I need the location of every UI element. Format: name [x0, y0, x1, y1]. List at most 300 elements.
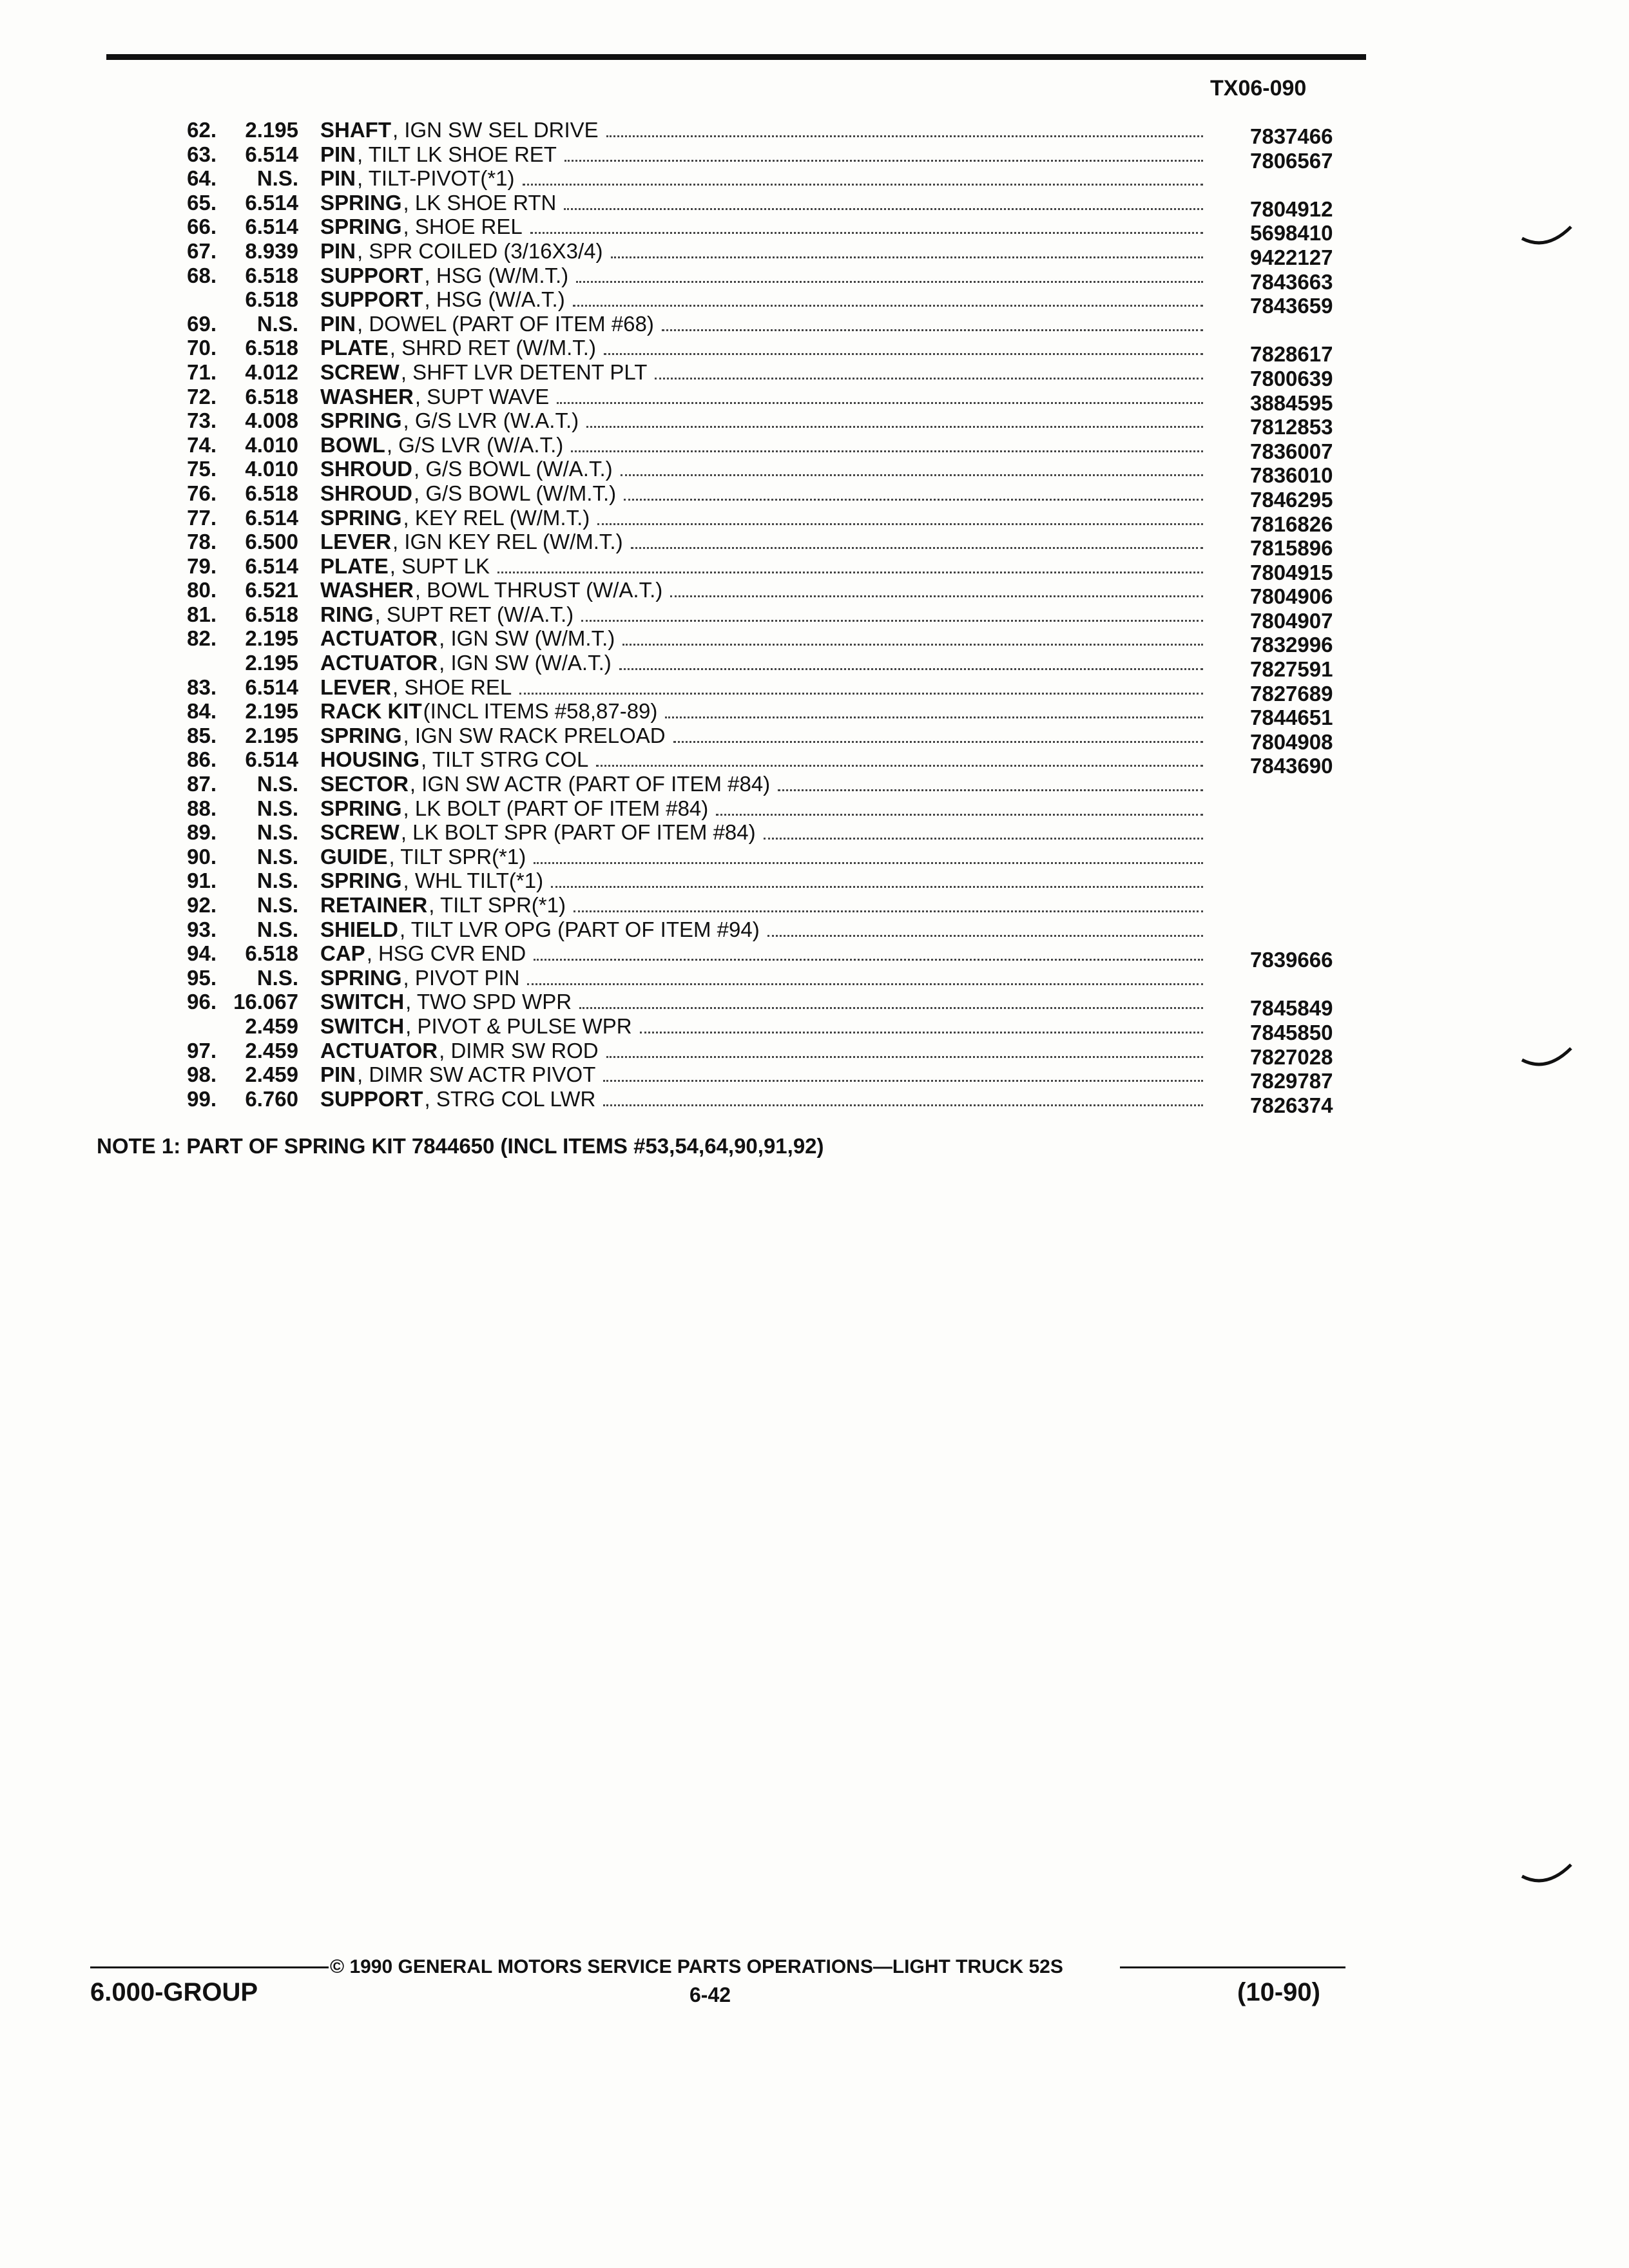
item-number: 83.: [187, 675, 217, 699]
part-description: [320, 457, 1210, 481]
group-number: N.S.: [256, 796, 298, 820]
part-detail: , IGN SW (W/M.T.): [439, 626, 615, 651]
group-number: 6.518: [245, 336, 298, 360]
part-name: SPRING: [320, 215, 402, 239]
part-name: SPRING: [320, 190, 402, 215]
part-detail: , HSG (W/M.T.): [424, 263, 569, 287]
part-number: 7836007: [1250, 439, 1333, 463]
part-row: [0, 869, 1629, 893]
part-description: [320, 578, 1210, 602]
part-detail: , PIVOT PIN: [403, 965, 520, 990]
item-number: 68.: [187, 263, 217, 287]
part-number: 7827689: [1250, 681, 1333, 706]
part-number: 7828617: [1250, 342, 1333, 367]
part-row: [0, 966, 1629, 990]
group-number: N.S.: [256, 869, 298, 893]
part-detail: , DIMR SW ACTR PIVOT: [357, 1062, 596, 1087]
item-number: 74.: [187, 432, 217, 457]
part-description: [320, 287, 1210, 312]
part-row: [0, 1038, 1629, 1069]
item-number: 76.: [187, 481, 217, 505]
dot-leader: [611, 241, 1204, 258]
part-detail: , SUPT LK: [389, 553, 490, 578]
dot-leader: [631, 532, 1203, 549]
part-description: [320, 1087, 1210, 1111]
part-row: [0, 1014, 1629, 1044]
part-detail: , HSG CVR END: [366, 941, 526, 966]
group-number: 6.514: [245, 215, 298, 239]
dot-leader: [716, 798, 1203, 816]
dot-leader: [571, 435, 1203, 452]
group-number: 6.514: [245, 747, 298, 772]
part-description: [320, 675, 1210, 700]
group-number: N.S.: [256, 311, 298, 336]
part-detail: , G/S BOWL (W/A.T.): [414, 457, 613, 481]
part-description: [320, 626, 1210, 651]
part-detail: , IGN SW ACTR (PART OF ITEM #84): [409, 772, 771, 796]
part-number: 7843659: [1250, 294, 1333, 318]
item-number: 88.: [187, 796, 217, 820]
group-number: 6.514: [245, 190, 298, 215]
part-number: 7815896: [1250, 536, 1333, 561]
part-number: 7839666: [1250, 948, 1333, 972]
part-name: SPRING: [320, 796, 402, 820]
part-name: SHROUD: [320, 457, 413, 481]
part-detail: , PIVOT & PULSE WPR: [405, 1014, 632, 1038]
footnote: NOTE 1: PART OF SPRING KIT 7844650 (INCL ITEMS #53,54,64,90,91,92): [97, 1134, 824, 1158]
item-number: 63.: [187, 142, 217, 166]
group-number: 6.518: [245, 263, 298, 287]
part-row: [0, 360, 1629, 390]
dot-leader: [581, 604, 1203, 622]
part-row: [0, 166, 1629, 191]
item-number: 81.: [187, 602, 217, 626]
part-row: [0, 941, 1629, 972]
group-number: 6.518: [245, 384, 298, 408]
group-number: 6.518: [245, 287, 298, 312]
part-name: PIN: [320, 166, 356, 191]
item-number: 90.: [187, 844, 217, 869]
dot-leader: [606, 120, 1203, 137]
part-detail: , LK BOLT (PART OF ITEM #84): [403, 796, 709, 820]
dot-leader: [764, 822, 1203, 840]
part-row: [0, 651, 1629, 682]
part-name: SPRING: [320, 965, 402, 990]
part-name: PLATE: [320, 336, 389, 360]
part-description: [320, 820, 1210, 845]
dot-leader: [564, 193, 1203, 210]
group-number: 4.008: [245, 408, 298, 433]
dot-leader: [573, 289, 1203, 307]
part-number: 7843690: [1250, 754, 1333, 778]
part-detail: , SPR COILED (3/16X3/4): [357, 238, 603, 263]
group-number: 6.518: [245, 602, 298, 626]
part-name: SUPPORT: [320, 287, 423, 312]
part-row: [0, 238, 1629, 269]
part-detail: , DIMR SW ROD: [439, 1038, 599, 1062]
part-detail: , TILT LK SHOE RET: [357, 142, 557, 166]
dot-leader: [579, 992, 1203, 1009]
part-row: [0, 699, 1629, 730]
group-number: 2.195: [245, 651, 298, 675]
part-row: [0, 505, 1629, 536]
group-number: N.S.: [256, 820, 298, 845]
part-name: SWITCH: [320, 990, 405, 1014]
dot-leader: [497, 556, 1203, 573]
item-number: 99.: [187, 1086, 217, 1111]
part-number: 7804906: [1250, 584, 1333, 609]
copyright-line: © 1990 GENERAL MOTORS SERVICE PARTS OPERATIONS—LIGHT TRUCK 52S: [330, 1956, 1063, 1977]
group-number: 2.195: [245, 626, 298, 651]
part-description: [320, 408, 1210, 433]
item-number: 91.: [187, 869, 217, 893]
part-description: [320, 893, 1210, 918]
part-description: [320, 118, 1210, 142]
part-detail: , LK BOLT SPR (PART OF ITEM #84): [400, 820, 756, 845]
document-code: TX06-090: [1210, 76, 1307, 101]
part-description: [320, 941, 1210, 966]
part-name: SUPPORT: [320, 1086, 423, 1111]
item-number: 84.: [187, 699, 217, 724]
part-number: 7829787: [1250, 1069, 1333, 1093]
part-row: [0, 408, 1629, 439]
group-number: N.S.: [256, 893, 298, 917]
revision-date: (10-90): [1237, 1978, 1320, 2006]
item-number: 97.: [187, 1038, 217, 1062]
group-number: N.S.: [256, 917, 298, 941]
part-detail: , SHRD RET (W/M.T.): [389, 336, 596, 360]
part-row: [0, 796, 1629, 821]
part-name: SHIELD: [320, 917, 399, 941]
part-name: SPRING: [320, 723, 402, 747]
part-description: [320, 1039, 1210, 1063]
dot-leader: [662, 314, 1203, 331]
group-number: 6.518: [245, 481, 298, 505]
item-number: 75.: [187, 457, 217, 481]
part-name: GUIDE: [320, 844, 388, 869]
part-detail: , SUPT RET (W/A.T.): [374, 602, 574, 626]
part-name: PIN: [320, 238, 356, 263]
part-detail: , TILT-PIVOT(*1): [357, 166, 515, 191]
group-number: N.S.: [256, 844, 298, 869]
part-description: [320, 845, 1210, 869]
dot-leader: [604, 338, 1203, 355]
part-detail: , BOWL THRUST (W/A.T.): [414, 578, 663, 602]
item-number: 78.: [187, 530, 217, 554]
part-detail: , IGN SW SEL DRIVE: [392, 118, 599, 142]
item-number: 89.: [187, 820, 217, 845]
part-name: LEVER: [320, 675, 392, 699]
part-name: SECTOR: [320, 772, 409, 796]
part-detail: , IGN SW RACK PRELOAD: [403, 723, 666, 747]
part-row: [0, 1062, 1629, 1093]
part-number: 7816826: [1250, 512, 1333, 536]
part-name: SPRING: [320, 505, 402, 530]
part-row: [0, 845, 1629, 869]
part-detail: , TILT SPR(*1): [389, 844, 526, 869]
punch-hole-mark-icon: [1521, 1863, 1572, 1885]
part-detail: , IGN SW (W/A.T.): [439, 651, 612, 675]
part-description: [320, 747, 1210, 772]
part-description: [320, 699, 1210, 724]
part-description: [320, 385, 1210, 409]
part-name: SPRING: [320, 869, 402, 893]
dot-leader: [530, 216, 1203, 234]
group-number: 6.514: [245, 142, 298, 166]
part-row: [0, 142, 1629, 173]
part-row: [0, 312, 1629, 336]
dot-leader: [527, 968, 1203, 985]
footer-rule-left: [90, 1966, 329, 1968]
item-number: 94.: [187, 941, 217, 966]
item-number: 65.: [187, 190, 217, 215]
group-number: 4.010: [245, 432, 298, 457]
part-name: PLATE: [320, 553, 389, 578]
part-row: [0, 215, 1629, 245]
item-number: 82.: [187, 626, 217, 651]
part-detail: , STRG COL LWR: [424, 1086, 596, 1111]
part-detail: , SHOE REL: [392, 675, 512, 699]
dot-leader: [576, 265, 1203, 283]
part-description: [320, 360, 1210, 385]
part-name: LEVER: [320, 530, 392, 554]
part-detail: , LK SHOE RTN: [403, 190, 557, 215]
dot-leader: [640, 1016, 1203, 1033]
item-number: 67.: [187, 238, 217, 263]
group-number: 16.067: [233, 990, 298, 1014]
part-number: 7846295: [1250, 487, 1333, 512]
item-number: 71.: [187, 360, 217, 384]
part-description: [320, 869, 1210, 893]
group-number: 6.518: [245, 941, 298, 966]
part-name: WASHER: [320, 578, 414, 602]
part-detail: , SUPT WAVE: [414, 384, 550, 408]
part-detail: , HSG (W/A.T.): [424, 287, 565, 312]
group-number: 2.459: [245, 1038, 298, 1062]
dot-leader: [586, 410, 1203, 428]
item-number: 70.: [187, 336, 217, 360]
part-detail: , G/S LVR (W.A.T.): [403, 408, 579, 433]
part-number: 7827591: [1250, 657, 1333, 682]
dot-leader: [619, 653, 1203, 670]
part-detail: , WHL TILT(*1): [403, 869, 544, 893]
part-row: [0, 287, 1629, 318]
group-number: 4.012: [245, 360, 298, 384]
part-name: BOWL: [320, 432, 385, 457]
part-row: [0, 893, 1629, 918]
part-row: [0, 918, 1629, 942]
part-row: [0, 481, 1629, 512]
part-name: SHAFT: [320, 118, 391, 142]
group-number: 2.195: [245, 118, 298, 142]
part-name: ACTUATOR: [320, 651, 438, 675]
part-detail: , TILT LVR OPG (PART OF ITEM #94): [400, 917, 760, 941]
part-detail: , TILT STRG COL: [421, 747, 589, 772]
header-rule: [106, 54, 1366, 60]
item-number: 86.: [187, 747, 217, 772]
part-detail: , SHOE REL: [403, 215, 523, 239]
part-name: PIN: [320, 1062, 356, 1087]
item-number: 69.: [187, 311, 217, 336]
item-number: 96.: [187, 990, 217, 1014]
part-description: [320, 215, 1210, 239]
dot-leader: [603, 1064, 1203, 1082]
part-name: PIN: [320, 311, 356, 336]
part-number: 7836010: [1250, 463, 1333, 488]
dot-leader: [603, 1089, 1203, 1106]
part-row: [0, 336, 1629, 367]
dot-leader: [534, 943, 1203, 961]
part-name: CAP: [320, 941, 365, 966]
part-number: 5698410: [1250, 221, 1333, 245]
group-number: 2.459: [245, 1062, 298, 1087]
dot-leader: [523, 168, 1203, 186]
part-name: WASHER: [320, 384, 414, 408]
dot-leader: [564, 144, 1203, 162]
part-description: [320, 1014, 1210, 1039]
part-row: [0, 530, 1629, 561]
part-row: [0, 578, 1629, 609]
part-detail: , KEY REL (W/M.T.): [403, 505, 590, 530]
part-description: [320, 481, 1210, 506]
item-number: 73.: [187, 408, 217, 433]
dot-leader: [673, 726, 1203, 743]
item-number: 64.: [187, 166, 217, 191]
part-number: 3884595: [1250, 390, 1333, 415]
group-number: 6.514: [245, 553, 298, 578]
part-number: 7845849: [1250, 996, 1333, 1021]
group-number: 2.195: [245, 723, 298, 747]
footer-rule-right: [1120, 1966, 1345, 1968]
page-number: 6-42: [689, 1983, 731, 2006]
part-row: [0, 384, 1629, 415]
part-description: [320, 264, 1210, 288]
group-number: 8.939: [245, 238, 298, 263]
part-row: [0, 602, 1629, 633]
part-description: [320, 1062, 1210, 1087]
part-description: [320, 724, 1210, 748]
part-name: HOUSING: [320, 747, 420, 772]
part-number: 7843663: [1250, 269, 1333, 294]
part-row: [0, 820, 1629, 845]
group-number: 6.521: [245, 578, 298, 602]
part-row: [0, 723, 1629, 754]
part-description: [320, 312, 1210, 336]
part-name: PIN: [320, 142, 356, 166]
part-number: 7800639: [1250, 366, 1333, 390]
part-detail: (INCL ITEMS #58,87-89): [423, 699, 658, 724]
part-name: ACTUATOR: [320, 1038, 438, 1062]
part-number: 7826374: [1250, 1093, 1333, 1117]
part-row: [0, 432, 1629, 463]
part-number: 7812853: [1250, 415, 1333, 439]
part-row: [0, 263, 1629, 294]
part-description: [320, 506, 1210, 530]
item-number: 62.: [187, 118, 217, 142]
part-number: 7827028: [1250, 1044, 1333, 1069]
part-description: [320, 554, 1210, 579]
part-description: [320, 990, 1210, 1014]
part-description: [320, 651, 1210, 675]
part-number: 7804908: [1250, 729, 1333, 754]
part-description: [320, 918, 1210, 942]
dot-leader: [596, 749, 1203, 767]
dot-leader: [606, 1041, 1203, 1058]
part-name: SCREW: [320, 820, 400, 845]
part-name: ACTUATOR: [320, 626, 438, 651]
group-number: 6.514: [245, 675, 298, 699]
dot-leader: [551, 870, 1203, 888]
dot-leader: [534, 847, 1203, 864]
group-label: 6.000-GROUP: [90, 1978, 258, 2006]
part-number: 7832996: [1250, 633, 1333, 657]
part-detail: , DOWEL (PART OF ITEM #68): [357, 311, 654, 336]
item-number: 92.: [187, 893, 217, 917]
parts-list: [0, 118, 1629, 1117]
dot-leader: [665, 701, 1203, 718]
group-number: 2.459: [245, 1014, 298, 1038]
part-description: [320, 239, 1210, 264]
part-row: [0, 772, 1629, 796]
dot-leader: [519, 677, 1203, 695]
part-number: 7845850: [1250, 1020, 1333, 1044]
part-description: [320, 772, 1210, 796]
item-number: 87.: [187, 772, 217, 796]
part-name: SCREW: [320, 360, 400, 384]
part-number: 7804915: [1250, 560, 1333, 584]
item-number: 80.: [187, 578, 217, 602]
part-description: [320, 166, 1210, 191]
part-detail: , IGN KEY REL (W/M.T.): [392, 530, 623, 554]
part-number: 7844651: [1250, 706, 1333, 730]
group-number: N.S.: [256, 166, 298, 191]
dot-leader: [622, 628, 1203, 646]
part-detail: , TWO SPD WPR: [405, 990, 572, 1014]
punch-hole-mark-icon: [1521, 1047, 1572, 1069]
dot-leader: [624, 483, 1203, 501]
group-number: N.S.: [256, 965, 298, 990]
item-number: 98.: [187, 1062, 217, 1087]
item-number: 66.: [187, 215, 217, 239]
item-number: 72.: [187, 384, 217, 408]
part-number: 7804912: [1250, 197, 1333, 221]
punch-hole-mark-icon: [1521, 226, 1572, 247]
part-name: SHROUD: [320, 481, 413, 505]
part-row: [0, 626, 1629, 657]
part-row: [0, 553, 1629, 584]
part-name: SWITCH: [320, 1014, 405, 1038]
dot-leader: [767, 919, 1203, 937]
dot-leader: [557, 387, 1203, 404]
part-description: [320, 142, 1210, 167]
item-number: 79.: [187, 553, 217, 578]
part-description: [320, 433, 1210, 457]
part-row: [0, 457, 1629, 488]
part-row: [0, 118, 1629, 148]
part-number: 7806567: [1250, 148, 1333, 173]
part-row: [0, 190, 1629, 221]
part-detail: , G/S LVR (W/A.T.): [386, 432, 564, 457]
part-detail: , G/S BOWL (W/M.T.): [414, 481, 617, 505]
part-number: 9422127: [1250, 245, 1333, 269]
part-detail: , TILT SPR(*1): [429, 893, 566, 917]
part-name: SUPPORT: [320, 263, 423, 287]
group-number: 2.195: [245, 699, 298, 724]
group-number: 4.010: [245, 457, 298, 481]
item-number: 85.: [187, 723, 217, 747]
dot-leader: [670, 580, 1203, 597]
part-name: RETAINER: [320, 893, 428, 917]
